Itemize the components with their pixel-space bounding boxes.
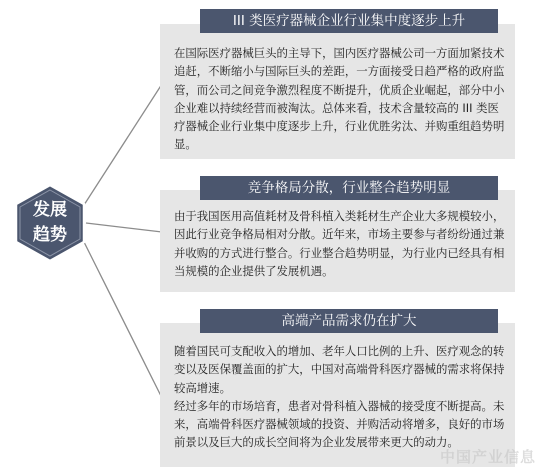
section-3-paragraph-1: 随着国民可支配收入的增加、老年人口比例的上升、医疗观念的转变以及医保覆盖面的扩大，中国对高端骨科医疗器械的需求将保持较高增速。 [174, 344, 505, 395]
section-header-3: 高端产品需求仍在扩大 [200, 309, 498, 333]
section-header-2: 竞争格局分散，行业整合趋势明显 [200, 176, 498, 200]
section-header-1: III 类医疗器械企业行业集中度逐步上升 [200, 9, 498, 33]
connector-line-top [84, 84, 162, 205]
section-2-paragraph-1: 由于我国医用高值耗材及骨科植入类耗材生产企业大多规模较小，因此行业竞争格局相对分散。近年来，市场主要参与者纷纷通过兼并收购的方式进行整合。行业整合趋势明显，为行业内已经具有相当规模的企业提供了发展机遇。 [174, 209, 505, 278]
watermark: 中国产业信息 [439, 448, 536, 466]
section-1-paragraph-1: 在国际医疗器械巨头的主导下，国内医疗器械公司一方面加紧技术追赶，不断缩小与国际巨头的差距，一方面接受日趋严格的政府监管，而公司之间竞争激烈程度不断提升，优质企业崛起，部分中小企业难以持续经营而被淘汰。总体来看，技术含量较高的 III 类医疗器械企业行业集中度逐步上升，行业优胜劣汰、并购重组趋势明显。 [174, 46, 505, 152]
section-box-2 [160, 190, 515, 292]
center-label [14, 198, 86, 248]
connector-line-bottom [84, 242, 162, 398]
center-label-line2: 趋势 [33, 225, 67, 245]
section-3-paragraph-2: 经过多年的市场培育，患者对骨科植入器械的接受度不断提高。未来，高端骨科医疗器械领域的投资、并购活动将增多，良好的市场前景以及巨大的成长空间将为企业发展带来更大的动力。 [174, 398, 505, 450]
section-box-1 [160, 24, 515, 159]
center-label-line1: 发展 [33, 200, 67, 220]
connector-line-middle [86, 223, 162, 232]
